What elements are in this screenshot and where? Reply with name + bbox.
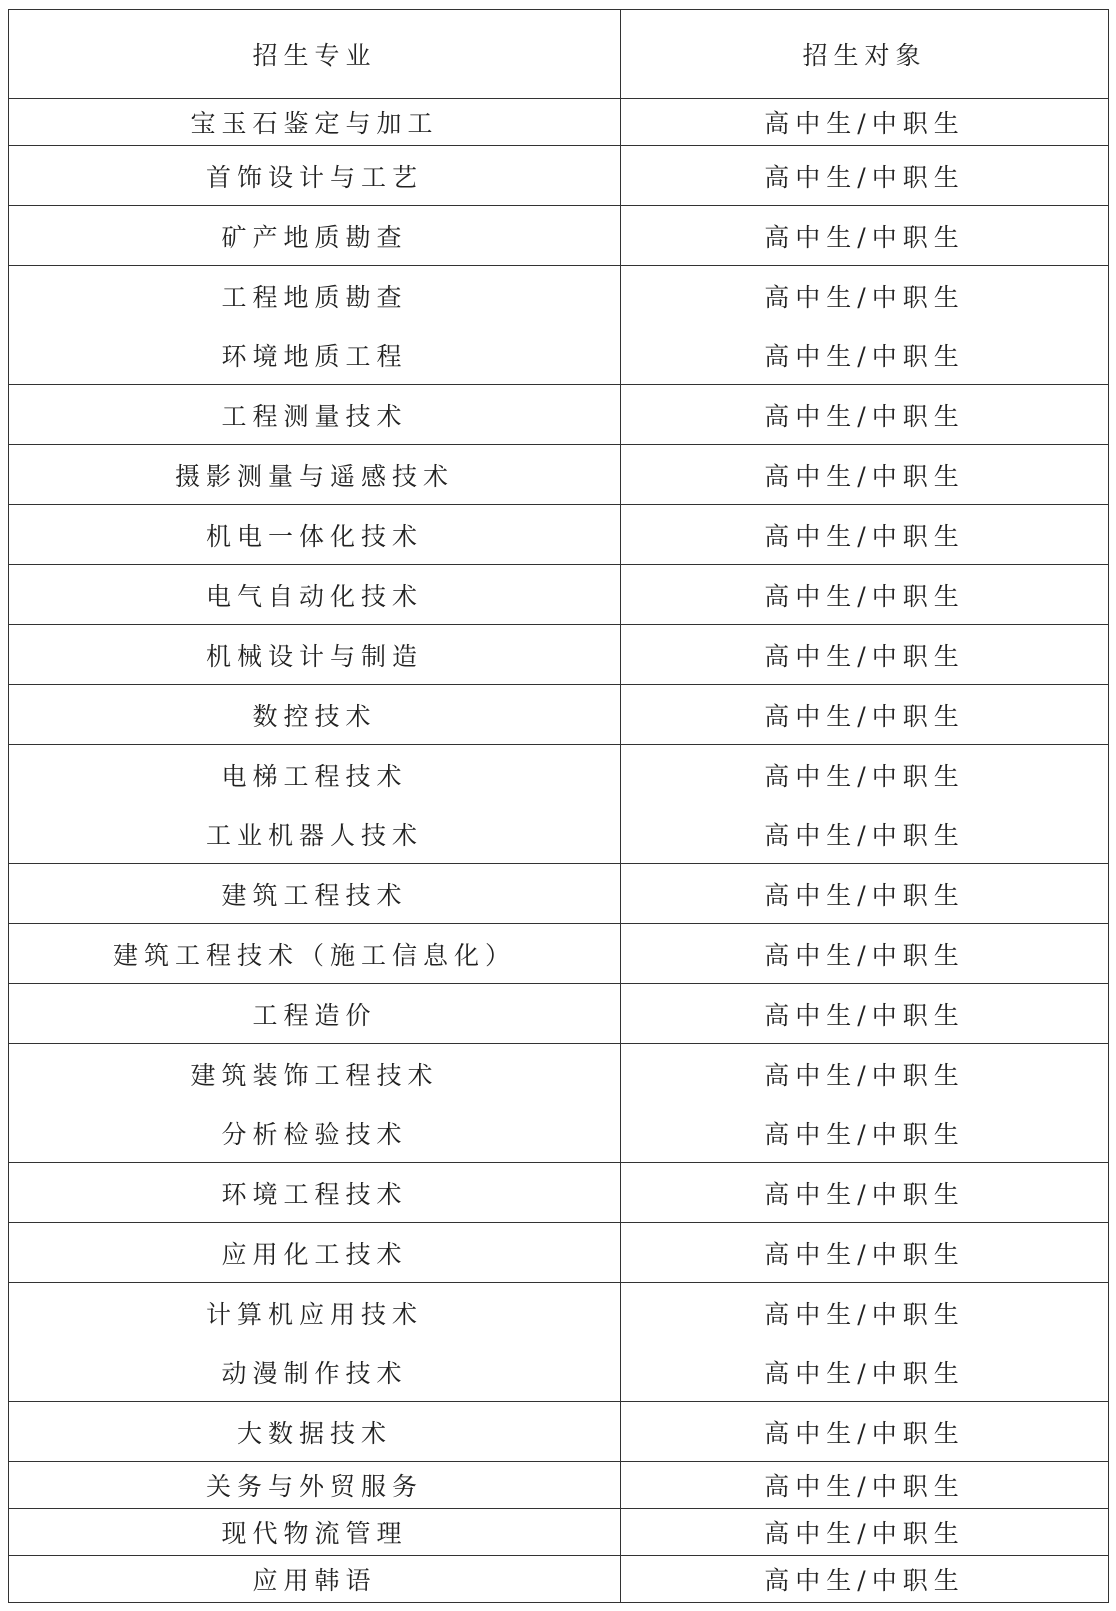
target-cell xyxy=(621,206,1109,266)
target-cell xyxy=(621,984,1109,1044)
table-row xyxy=(9,505,1109,565)
target-cell xyxy=(621,864,1109,924)
major-cell xyxy=(9,745,621,864)
table-header-row xyxy=(9,10,1109,99)
target-audience: 高中生/中职生 xyxy=(764,880,965,910)
target-audience: 高中生/中职生 xyxy=(764,341,965,371)
table-row xyxy=(9,685,1109,745)
target-cell xyxy=(621,1556,1109,1603)
major-name: 电梯工程技术 xyxy=(221,761,408,791)
major-cell xyxy=(9,1223,621,1283)
target-audience: 高中生/中职生 xyxy=(764,820,965,850)
target-audience: 高中生/中职生 xyxy=(764,701,965,731)
target-audience: 高中生/中职生 xyxy=(764,461,965,491)
major-name: 工程造价 xyxy=(252,1000,377,1030)
table-row xyxy=(9,1044,1109,1163)
table-row xyxy=(9,146,1109,206)
major-name: 矿产地质勘查 xyxy=(221,222,408,252)
target-audience: 高中生/中职生 xyxy=(764,581,965,611)
target-cell xyxy=(621,1462,1109,1509)
target-cell xyxy=(621,505,1109,565)
major-cell xyxy=(9,1402,621,1462)
target-audience: 高中生/中职生 xyxy=(764,1239,965,1269)
table-row xyxy=(9,99,1109,146)
table-row xyxy=(9,385,1109,445)
major-name: 机电一体化技术 xyxy=(205,521,423,551)
major-cell xyxy=(9,146,621,206)
target-cell xyxy=(621,1402,1109,1462)
target-cell xyxy=(621,565,1109,625)
major-cell xyxy=(9,445,621,505)
major-cell xyxy=(9,625,621,685)
target-cell xyxy=(621,745,1109,864)
table-row xyxy=(9,1283,1109,1402)
target-cell xyxy=(621,385,1109,445)
major-name: 环境地质工程 xyxy=(221,341,408,371)
table-row xyxy=(9,1556,1109,1603)
target-audience: 高中生/中职生 xyxy=(764,940,965,970)
major-name: 应用化工技术 xyxy=(221,1239,408,1269)
target-cell xyxy=(621,685,1109,745)
target-audience: 高中生/中职生 xyxy=(764,282,965,312)
target-audience: 高中生/中职生 xyxy=(764,109,965,138)
major-cell xyxy=(9,505,621,565)
major-name: 摄影测量与遥感技术 xyxy=(174,461,454,491)
target-audience: 高中生/中职生 xyxy=(764,222,965,252)
header-major: 招生专业 xyxy=(9,10,621,99)
major-name: 宝玉石鉴定与加工 xyxy=(190,109,439,138)
target-audience: 高中生/中职生 xyxy=(764,1519,965,1548)
table-row xyxy=(9,445,1109,505)
major-cell xyxy=(9,1163,621,1223)
enrollment-sheet xyxy=(8,9,1108,1603)
major-cell xyxy=(9,266,621,385)
target-cell xyxy=(621,146,1109,206)
major-name: 分析检验技术 xyxy=(221,1119,408,1149)
table-row xyxy=(9,1223,1109,1283)
table-row xyxy=(9,745,1109,864)
table-row xyxy=(9,565,1109,625)
major-name: 建筑装饰工程技术 xyxy=(190,1060,439,1090)
target-audience: 高中生/中职生 xyxy=(764,401,965,431)
major-cell xyxy=(9,99,621,146)
major-name: 数控技术 xyxy=(252,701,377,731)
enrollment-table xyxy=(8,9,1109,1603)
major-name: 机械设计与制造 xyxy=(205,641,423,671)
target-audience: 高中生/中职生 xyxy=(764,1566,965,1595)
major-cell xyxy=(9,385,621,445)
target-cell xyxy=(621,266,1109,385)
major-name: 工程测量技术 xyxy=(221,401,408,431)
major-name: 计算机应用技术 xyxy=(205,1299,423,1329)
target-audience: 高中生/中职生 xyxy=(764,521,965,551)
table-row xyxy=(9,266,1109,385)
major-name: 关务与外贸服务 xyxy=(205,1472,423,1501)
major-name: 工程地质勘查 xyxy=(221,282,408,312)
major-cell xyxy=(9,1283,621,1402)
target-cell xyxy=(621,1223,1109,1283)
target-audience: 高中生/中职生 xyxy=(764,162,965,192)
target-audience: 高中生/中职生 xyxy=(764,761,965,791)
target-cell xyxy=(621,625,1109,685)
target-cell xyxy=(621,1044,1109,1163)
header-target: 招生对象 xyxy=(621,10,1109,99)
target-cell xyxy=(621,1283,1109,1402)
major-cell xyxy=(9,984,621,1044)
table-row xyxy=(9,625,1109,685)
target-cell xyxy=(621,1509,1109,1556)
table-row xyxy=(9,1462,1109,1509)
target-audience: 高中生/中职生 xyxy=(764,1418,965,1448)
target-audience: 高中生/中职生 xyxy=(764,641,965,671)
major-name: 电气自动化技术 xyxy=(205,581,423,611)
major-cell xyxy=(9,1044,621,1163)
table-row xyxy=(9,1163,1109,1223)
target-audience: 高中生/中职生 xyxy=(764,1472,965,1501)
major-cell xyxy=(9,565,621,625)
major-name: 建筑工程技术（施工信息化） xyxy=(112,940,516,970)
major-name: 动漫制作技术 xyxy=(221,1358,408,1388)
major-name: 建筑工程技术 xyxy=(221,880,408,910)
major-cell xyxy=(9,1462,621,1509)
target-cell xyxy=(621,99,1109,146)
target-audience: 高中生/中职生 xyxy=(764,1000,965,1030)
table-row xyxy=(9,206,1109,266)
table-row xyxy=(9,924,1109,984)
target-audience: 高中生/中职生 xyxy=(764,1299,965,1329)
major-name: 环境工程技术 xyxy=(221,1179,408,1209)
target-audience: 高中生/中职生 xyxy=(764,1119,965,1149)
table-row xyxy=(9,984,1109,1044)
table-row xyxy=(9,1509,1109,1556)
target-cell xyxy=(621,1163,1109,1223)
major-cell xyxy=(9,206,621,266)
major-name: 大数据技术 xyxy=(236,1418,392,1448)
target-audience: 高中生/中职生 xyxy=(764,1358,965,1388)
target-audience: 高中生/中职生 xyxy=(764,1060,965,1090)
target-audience: 高中生/中职生 xyxy=(764,1179,965,1209)
table-body xyxy=(9,99,1109,1603)
target-cell xyxy=(621,445,1109,505)
major-cell xyxy=(9,1556,621,1603)
major-cell xyxy=(9,685,621,745)
major-name: 现代物流管理 xyxy=(221,1519,408,1548)
major-name: 首饰设计与工艺 xyxy=(205,162,423,192)
table-row xyxy=(9,864,1109,924)
major-cell xyxy=(9,1509,621,1556)
major-name: 应用韩语 xyxy=(252,1566,377,1595)
target-cell xyxy=(621,924,1109,984)
major-cell xyxy=(9,924,621,984)
major-name: 工业机器人技术 xyxy=(205,820,423,850)
table-row xyxy=(9,1402,1109,1462)
major-cell xyxy=(9,864,621,924)
